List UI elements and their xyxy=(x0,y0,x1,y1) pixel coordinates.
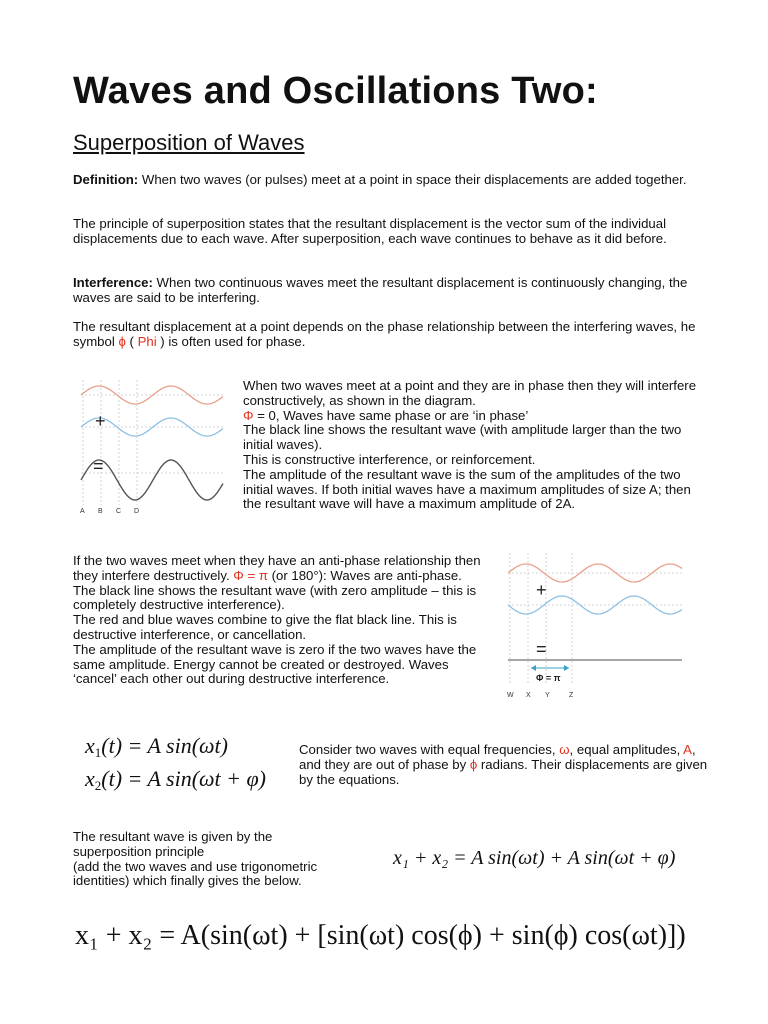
label-w: W xyxy=(507,692,514,699)
constructive-grid xyxy=(81,380,223,505)
label-d: D xyxy=(134,508,140,515)
phase-paren: ( xyxy=(125,333,138,349)
red-wave xyxy=(508,564,682,582)
plus-sign: + xyxy=(95,411,106,431)
equals-sign: = xyxy=(93,456,104,476)
interference-text: When two continuous waves meet the resultant displacement is continuously changing, the waves are said to be interfering. xyxy=(73,275,688,305)
plus-sign: + xyxy=(536,580,547,600)
destructive-line-3: The red and blue waves combine to give the flat black line. This is destructive interference, or cancellation. xyxy=(73,612,457,642)
phase-text-end: ) is often used for phase. xyxy=(156,333,306,349)
phi-pi-label: Φ = π xyxy=(536,673,561,683)
resultant-line-a: The resultant wave is given by the superposition principle xyxy=(73,829,273,859)
eq2-var: x xyxy=(85,766,95,791)
phase-paragraph xyxy=(73,320,713,350)
amplitude-symbol: A xyxy=(683,742,692,757)
destructive-interference-diagram xyxy=(500,545,685,700)
principle-paragraph: The principle of superposition states that the resultant displacement is the vector sum of the individual displacements due to each wave. After superposition, each wave continues to behave as it did before. xyxy=(73,216,667,246)
destructive-line-2: The black line shows the resultant wave (with zero amplitude – this is completely destructive interference). xyxy=(73,582,477,613)
label-c: C xyxy=(116,508,122,515)
resultant-text xyxy=(73,830,348,889)
destructive-grid xyxy=(508,553,682,685)
eq1-sub: 1 xyxy=(94,745,102,760)
equals-sign: = xyxy=(536,639,547,659)
destructive-line-4: The amplitude of the resultant wave is zero if the two waves have the same amplitude. Energy cannot be created or destroyed. Waves ‘cancel’ each other out during destructive interference. xyxy=(73,641,477,687)
constructive-text xyxy=(243,379,698,512)
eq-desc-a: Consider two waves with equal frequencies, xyxy=(299,742,560,757)
eq-desc-b: , equal amplitudes, xyxy=(569,742,684,757)
destructive-text-b: (or 180°): Waves are anti-phase. xyxy=(267,567,462,583)
phi-pi-symbol: Φ = π xyxy=(233,567,268,583)
constructive-interference-diagram xyxy=(73,375,233,520)
definition-label: Definition: xyxy=(73,172,139,187)
eq1-var: x xyxy=(85,733,95,758)
constructive-line-3: The black line shows the resultant wave (with amplitude larger than the two initial waves). xyxy=(243,422,682,453)
destructive-text-a: If the two waves meet when they have an anti-phase relationship then they interfere destructively. xyxy=(73,553,481,583)
eq1-rest: (t) = A sin(ωt) xyxy=(101,733,228,758)
definition-text: When two waves (or pulses) meet at a point in space their displacements are added together. xyxy=(138,172,687,187)
blue-wave xyxy=(508,596,682,614)
label-y: Y xyxy=(545,692,550,699)
eq-desc-c: , and they are out of phase by xyxy=(299,742,696,772)
eq-desc-d: radians. Their displacements are given by the equations. xyxy=(299,756,708,787)
label-z: Z xyxy=(569,692,574,699)
label-a: A xyxy=(80,508,85,515)
destructive-text xyxy=(73,554,488,687)
constructive-line-1: When two waves meet at a point and they are in phase then they will interfere constructively, as shown in the diagram. xyxy=(243,378,697,408)
label-b: B xyxy=(98,508,103,515)
section-heading: Superposition of Waves xyxy=(73,130,305,155)
phi-symbol-eq: ϕ xyxy=(469,756,478,772)
phase-arrow xyxy=(531,665,569,671)
equation-sum: x₁ + x₂ = A sin(ωt) + A sin(ωt + φ) xyxy=(393,847,676,869)
phi-zero-text: = 0, Waves have same phase or are ‘in phase’ xyxy=(253,407,529,423)
omega-symbol: ω xyxy=(559,742,570,757)
label-x: X xyxy=(526,692,531,699)
interference-paragraph xyxy=(73,276,713,306)
phase-text: The resultant displacement at a point depends on the phase relationship between the interfering waves, he symbol xyxy=(73,319,696,349)
interference-label: Interference: xyxy=(73,275,153,290)
eq2-sub: 2 xyxy=(94,778,102,793)
equation-x2 xyxy=(85,766,266,794)
equations-description xyxy=(299,743,711,787)
equation-x1 xyxy=(85,733,228,761)
eq2-rest: (t) = A sin(ωt + φ) xyxy=(101,766,267,791)
page-title: Waves and Oscillations Two: xyxy=(73,70,598,112)
destructive-line-1 xyxy=(73,554,488,584)
phi-name: Phi xyxy=(137,333,157,349)
constructive-line-2 xyxy=(243,409,698,424)
resultant-line-b: (add the two waves and use trigonometric identities) which finally gives the below. xyxy=(73,858,318,889)
equation-expanded: x₁ + x₂ = A(sin(ωt) + [sin(ωt) cos(ϕ) + sin(ϕ) cos(ωt)]) xyxy=(75,920,686,951)
phi-zero-symbol: Φ xyxy=(243,407,254,423)
constructive-line-4: This is constructive interference, or reinforcement. xyxy=(243,451,536,467)
phi-symbol: ϕ xyxy=(118,333,126,349)
constructive-line-5: The amplitude of the resultant wave is the sum of the amplitudes of the two initial waves. If both initial waves have a maximum amplitudes of size A; then the resultant wave will have a maximum amplitude of 2A. xyxy=(243,466,691,512)
definition-paragraph xyxy=(73,173,713,188)
